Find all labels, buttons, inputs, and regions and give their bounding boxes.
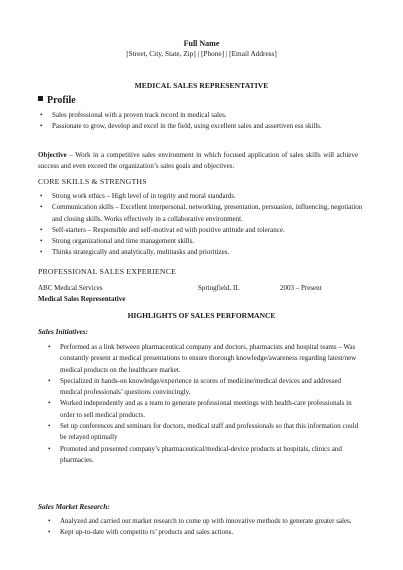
initiatives-list	[46, 342, 364, 466]
experience-heading: PROFESSIONAL SALES EXPERIENCE	[38, 267, 177, 276]
list-item: • Kept up-to-date with competito rs’ products and sales actions.	[46, 527, 364, 538]
employment-dates: 2003 – Present	[280, 284, 322, 292]
full-name: Full Name	[183, 39, 220, 48]
list-item: • Promoted and presented company’s pharmaceutical/medical-device products at hospitals, clinics and pharmacies.	[48, 444, 342, 464]
list-item: • Self-starters – Responsible and self-motivat ed with positive attitude and tolerance.	[38, 225, 363, 236]
square-bullet-icon	[38, 96, 43, 101]
list-item: • Strong work ethics – High level of in tegrity and moral standards.	[38, 191, 363, 202]
objective-paragraph	[38, 150, 358, 172]
objective-text: – Work in a competitive sales environment in which focused application of sales skills will achieve success and even exceed the organization’s sales goals and objectives.	[38, 151, 358, 170]
company-location: Springfield, IL	[198, 284, 240, 292]
list-item: • Analyzed and carried out market research to come up with innovative methods to generate greater sales.	[46, 516, 364, 527]
bullet-icon: •	[48, 399, 51, 408]
job-title: MEDICAL SALES REPRESENTATIVE	[134, 81, 269, 90]
bullet-icon: •	[48, 422, 51, 431]
bullet-icon: •	[40, 203, 43, 212]
research-heading: Sales Market Research:	[38, 502, 110, 511]
bullet-icon: •	[48, 444, 51, 453]
list-item: • Sales professional with a proven track record in medical sales.	[38, 110, 358, 121]
bullet-icon: •	[48, 517, 51, 525]
company-name: ABC Medical Services	[38, 284, 103, 292]
list-item: • Specialized in hands-on knowledge/experience in scores of medicine/medical devices and addressed medical professionals’ questions convincingly.	[48, 376, 342, 397]
bullet-icon: •	[40, 122, 43, 131]
list-item: • Performed as a link between pharmaceutical company and doctors, pharmacists and hospital teams – Was constantly present at medical presentations to ensure thorough knowledge/awareness regarding latest/new medical products on the healthcare market.	[48, 343, 357, 374]
bullet-icon: •	[40, 237, 43, 246]
list-item: • Communication skills – Excellent interpersonal, networking, presentation, persuasion, influencing, negotiation and closing skills. Works effectively in a collaborative environment.	[40, 203, 363, 223]
skills-list	[38, 191, 363, 259]
contact-line: [Street, City, State, Zip] | [Phone] | [Email Address]	[126, 49, 277, 58]
highlights-heading: HIGHLIGHTS OF SALES PERFORMANCE	[127, 311, 276, 320]
objective-label: Objective	[38, 151, 67, 159]
bullet-icon: •	[48, 376, 51, 385]
bullet-icon: •	[48, 343, 51, 351]
position-title: Medical Sales Representative	[38, 295, 126, 303]
list-item: • Strong organizational and time management skills.	[38, 236, 363, 247]
initiatives-heading: Sales Initiatives:	[38, 327, 89, 336]
profile-heading	[38, 95, 76, 106]
list-item: • Worked independently and as a team to generate professional meetings with health-care professionals in order to sell medical products.	[48, 399, 352, 419]
bullet-icon: •	[40, 225, 43, 234]
research-list	[46, 516, 364, 539]
bullet-icon: •	[48, 528, 51, 537]
list-item: • Passionate to grow, develop and excel in the field, using excellent sales and assertiven ess skills.	[38, 121, 358, 132]
list-item: • Thinks strategically and analytically, multitasks and prioritizes.	[38, 247, 363, 258]
bullet-icon: •	[40, 111, 43, 119]
bullet-icon: •	[40, 192, 43, 200]
list-item: • Set up conferences and seminars for doctors, medical staff and professionals so that this information could be relayed optimally	[48, 422, 359, 442]
bullet-icon: •	[40, 248, 43, 257]
skills-heading: CORE SKILLS & STRENGTHS	[38, 177, 147, 186]
profile-heading-label: Profile	[47, 95, 76, 106]
profile-list	[38, 110, 358, 133]
